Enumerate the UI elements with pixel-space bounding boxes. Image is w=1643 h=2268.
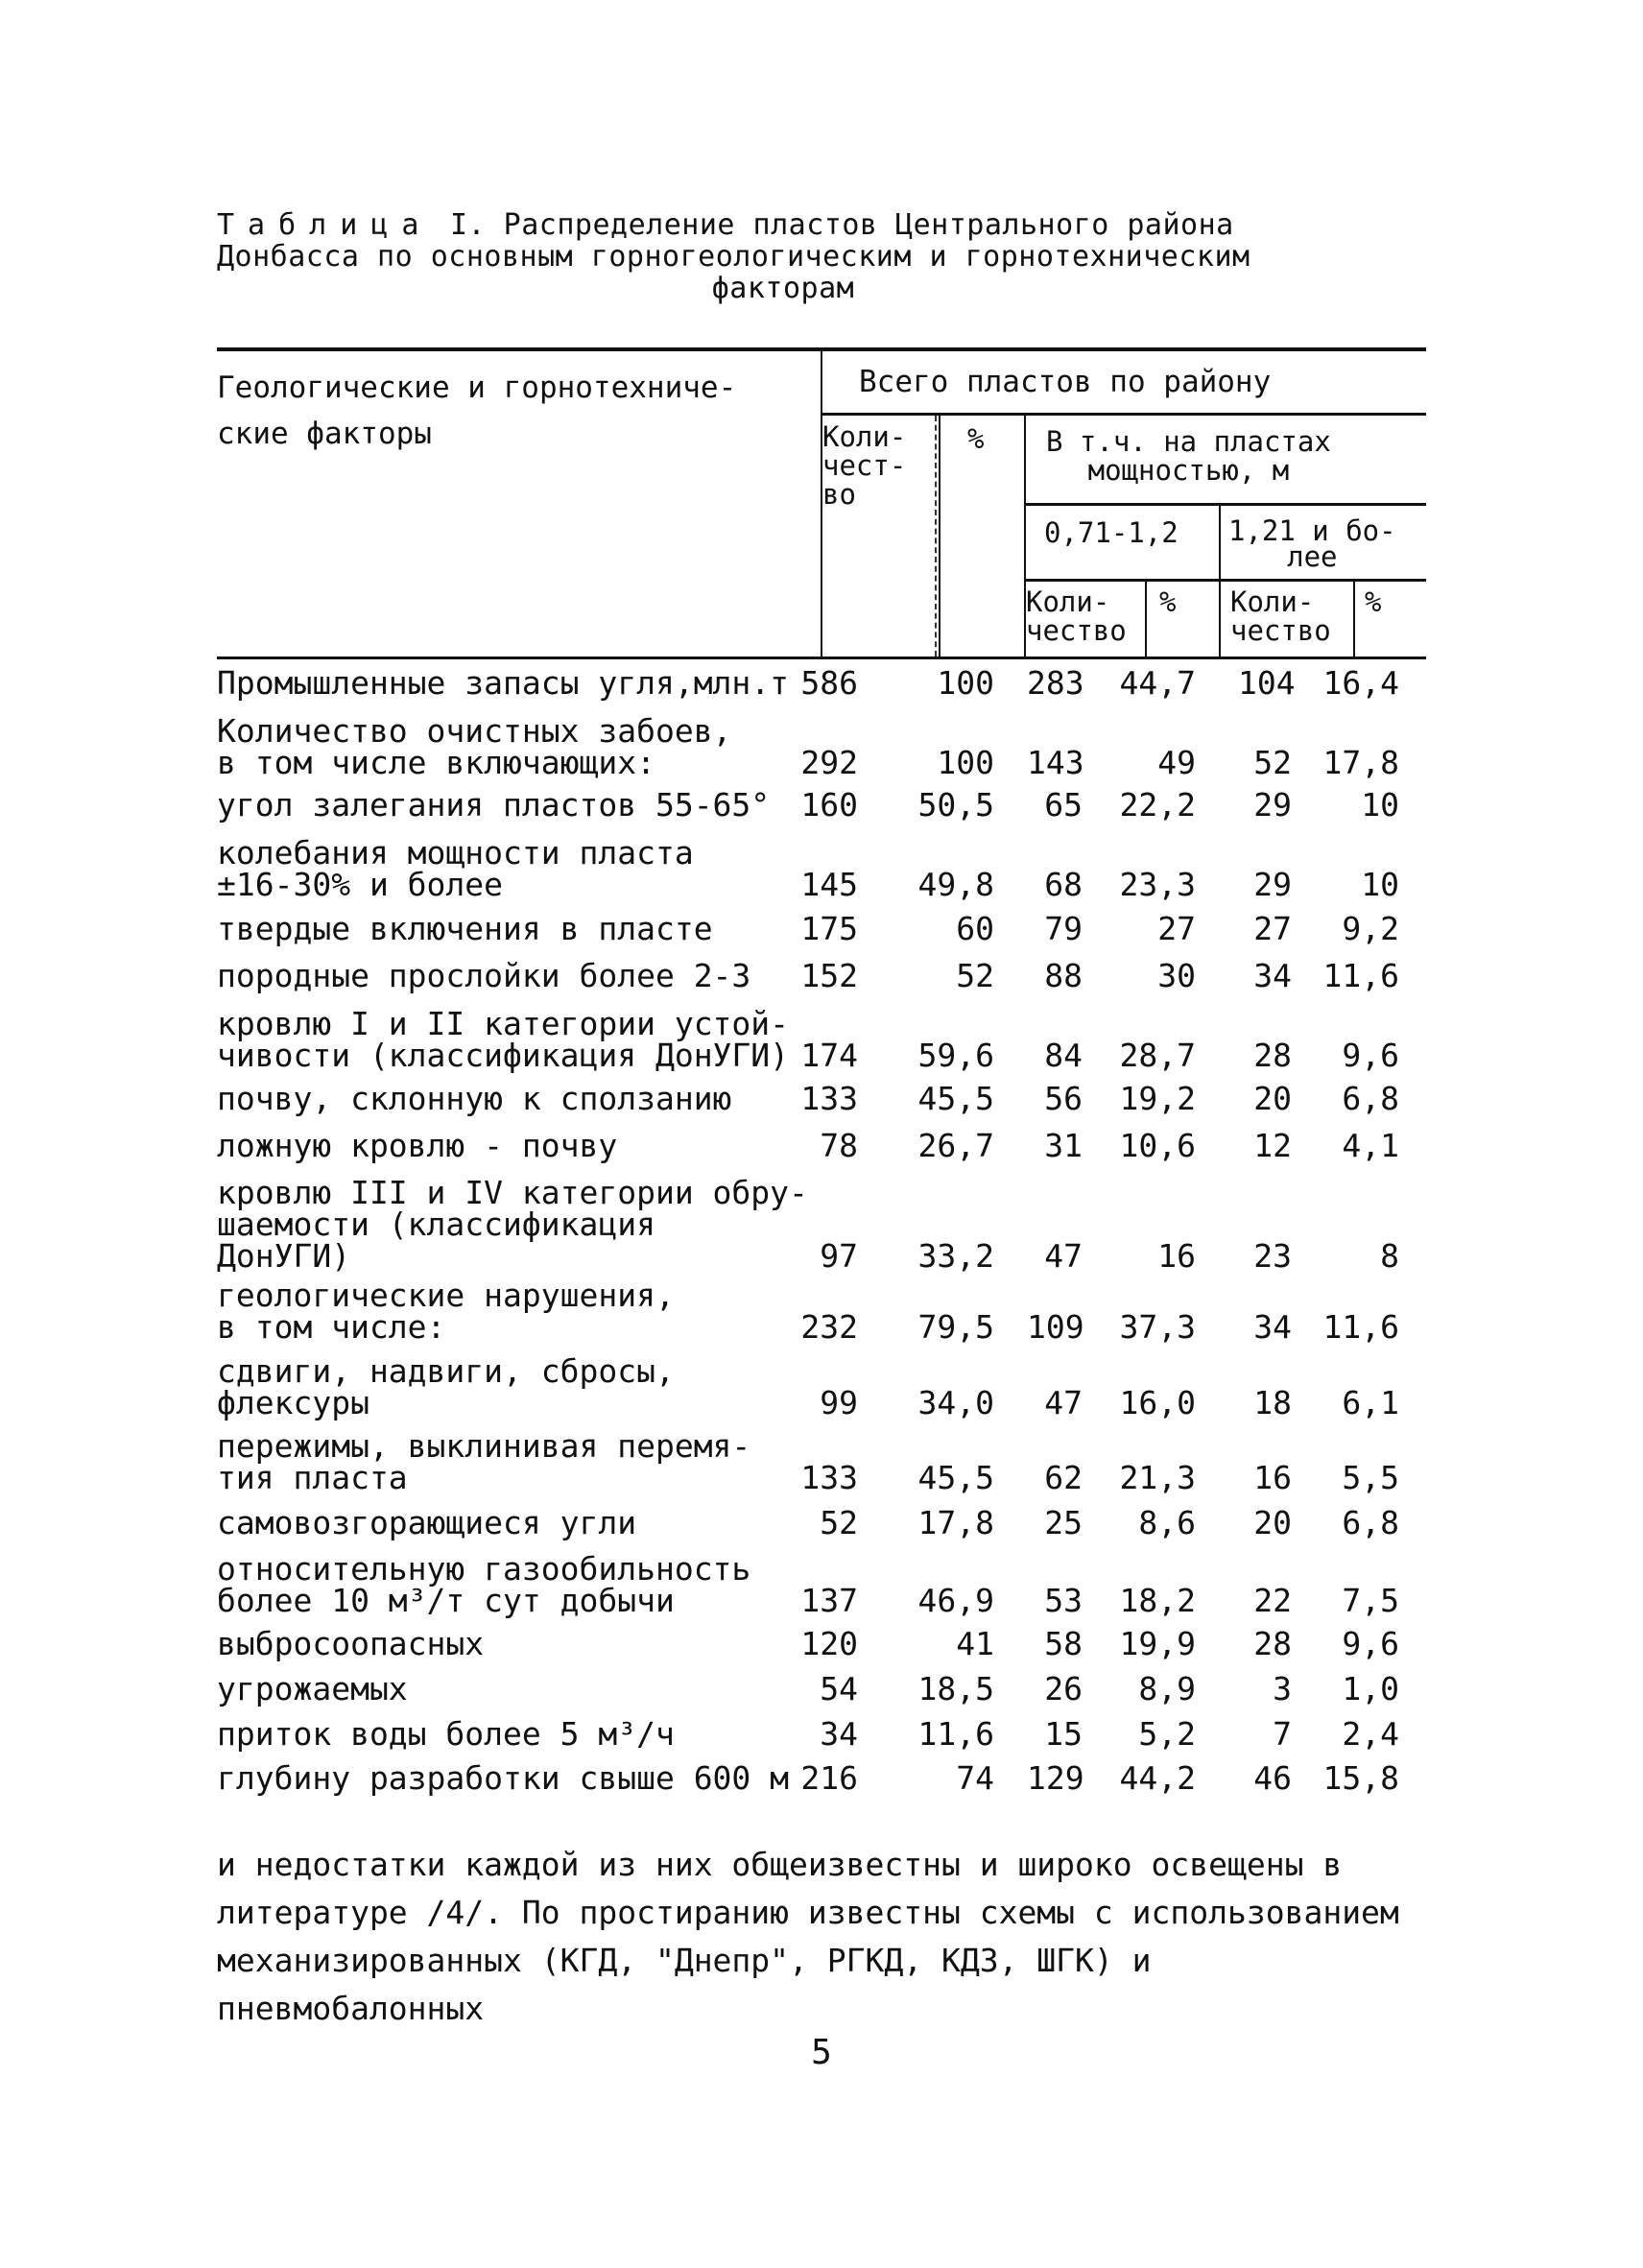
cell-value: 283 <box>1027 664 1084 702</box>
cell-value: 9,6 <box>1342 1625 1399 1662</box>
cell-value: 133 <box>800 1459 858 1496</box>
cell-value: 292 <box>800 744 858 781</box>
cell-value: 6,8 <box>1342 1080 1399 1117</box>
cell-value: 22,2 <box>1119 786 1196 824</box>
cell-value: 33,2 <box>917 1237 994 1275</box>
cell-value: 54 <box>820 1670 858 1707</box>
factor-label: угрожаемых <box>217 1670 408 1707</box>
cell-value: 17,8 <box>1322 744 1399 781</box>
factor-label: Количество очистных забоев, в том числе включающих: <box>217 712 732 781</box>
cell-value: 120 <box>800 1625 858 1662</box>
cell-value: 68 <box>1044 866 1083 903</box>
cell-value: 586 <box>800 664 858 702</box>
body-paragraph: и недостатки каждой из них общеизвестны и широко освещены в литературе /4/. По простиранию известны схемы с использованием механизированных (КГД, "Днепр", РГКД, КДЗ, ШГК) и пневмобалонных <box>217 1846 1399 2027</box>
header-incl: В т.ч. на пластах мощностью, м <box>1046 425 1331 487</box>
cell-value: 6,1 <box>1342 1384 1399 1421</box>
header-divider-sub1 <box>1145 582 1147 657</box>
cell-value: 216 <box>800 1759 858 1797</box>
cell-value: 88 <box>1044 957 1083 994</box>
cell-value: 100 <box>937 664 994 702</box>
cell-value: 10,6 <box>1119 1127 1196 1164</box>
cell-value: 47 <box>1044 1237 1083 1275</box>
header-qty: Коли- чест- во <box>822 420 907 511</box>
cell-value: 26 <box>1044 1670 1083 1707</box>
header-range1: 0,71-1,2 <box>1044 516 1179 549</box>
factor-label: приток воды более 5 м³/ч <box>217 1715 675 1753</box>
cell-value: 16 <box>1157 1237 1196 1275</box>
cell-value: 16,0 <box>1119 1384 1196 1421</box>
cell-value: 84 <box>1044 1037 1083 1074</box>
cell-value: 34 <box>1253 957 1292 994</box>
cell-value: 46,9 <box>917 1582 994 1619</box>
cell-value: 52 <box>956 957 994 994</box>
cell-value: 15,8 <box>1322 1759 1399 1797</box>
cell-value: 22 <box>1253 1582 1292 1619</box>
cell-value: 56 <box>1044 1080 1083 1117</box>
cell-value: 29 <box>1253 786 1292 824</box>
cell-value: 152 <box>800 957 858 994</box>
cell-value: 143 <box>1027 744 1084 781</box>
cell-value: 8,9 <box>1138 1670 1196 1707</box>
cell-value: 79,5 <box>917 1308 994 1346</box>
cell-value: 4,1 <box>1342 1127 1399 1164</box>
cell-value: 2,4 <box>1342 1715 1399 1753</box>
caption-title-line1: I. Распределение пластов Центрального района <box>432 208 1234 242</box>
cell-value: 28 <box>1253 1625 1292 1662</box>
cell-value: 104 <box>1238 664 1296 702</box>
cell-value: 129 <box>1027 1759 1084 1797</box>
cell-value: 59,6 <box>917 1037 994 1074</box>
cell-value: 49,8 <box>917 866 994 903</box>
cell-value: 137 <box>800 1582 858 1619</box>
factor-label: кровлю I и II категории устой- чивости (классификация ДонУГИ) <box>217 1005 790 1074</box>
cell-value: 11,6 <box>1322 957 1399 994</box>
cell-value: 52 <box>820 1504 858 1541</box>
cell-value: 26,7 <box>917 1127 994 1164</box>
cell-value: 46 <box>1253 1759 1292 1797</box>
cell-value: 34 <box>1253 1308 1292 1346</box>
header-divider-sub2 <box>1353 582 1355 657</box>
header-qty-sub1: Коли- чество <box>1026 585 1127 647</box>
cell-value: 79 <box>1044 910 1083 947</box>
cell-value: 27 <box>1157 910 1196 947</box>
cell-value: 18 <box>1253 1384 1292 1421</box>
factor-label: почву, склонную к сползанию <box>217 1080 732 1117</box>
header-rule-total <box>821 413 1426 416</box>
cell-value: 19,9 <box>1119 1625 1196 1662</box>
cell-value: 109 <box>1027 1308 1084 1346</box>
cell-value: 3 <box>1273 1670 1292 1707</box>
cell-value: 34,0 <box>917 1384 994 1421</box>
cell-value: 45,5 <box>917 1080 994 1117</box>
header-total: Всего пластов по району <box>859 365 1272 399</box>
cell-value: 44,2 <box>1119 1759 1196 1797</box>
factor-label: глубину разработки свыше 600 м <box>217 1759 790 1797</box>
cell-value: 8,6 <box>1138 1504 1196 1541</box>
cell-value: 7,5 <box>1342 1582 1399 1619</box>
cell-value: 5,5 <box>1342 1459 1399 1496</box>
cell-value: 10 <box>1361 866 1399 903</box>
cell-value: 25 <box>1044 1504 1083 1541</box>
header-divider-pct <box>939 416 941 657</box>
cell-value: 175 <box>800 910 858 947</box>
factor-label: породные прослойки более 2-3 <box>217 957 751 994</box>
cell-value: 29 <box>1253 866 1292 903</box>
header-divider-range <box>1219 506 1221 657</box>
factor-label: геологические нарушения, в том числе: <box>217 1277 675 1346</box>
cell-value: 23,3 <box>1119 866 1196 903</box>
cell-value: 74 <box>956 1759 994 1797</box>
factor-label: пережимы, выклинивая перемя- тия пласта <box>217 1427 751 1496</box>
cell-value: 11,6 <box>917 1715 994 1753</box>
cell-value: 31 <box>1044 1127 1083 1164</box>
cell-value: 34 <box>820 1715 858 1753</box>
cell-value: 100 <box>937 744 994 781</box>
cell-value: 27 <box>1253 910 1292 947</box>
cell-value: 47 <box>1044 1384 1083 1421</box>
header-bottom-rule <box>217 657 1426 659</box>
header-range2: 1,21 и бо- лее <box>1228 514 1396 573</box>
cell-value: 60 <box>956 910 994 947</box>
page-number: 5 <box>811 2033 832 2072</box>
cell-value: 99 <box>820 1384 858 1421</box>
factor-label: угол залегания пластов 55-65° <box>217 786 771 824</box>
cell-value: 97 <box>820 1237 858 1275</box>
cell-value: 6,8 <box>1342 1504 1399 1541</box>
header-rule-range <box>1024 579 1426 582</box>
cell-value: 133 <box>800 1080 858 1117</box>
cell-value: 145 <box>800 866 858 903</box>
cell-value: 65 <box>1044 786 1083 824</box>
header-qty-sub2: Коли- чество <box>1230 585 1331 647</box>
factor-label: сдвиги, надвиги, сбросы, флексуры <box>217 1352 675 1421</box>
header-pct-sub2: % <box>1365 585 1382 618</box>
caption-label: Таблица <box>217 208 433 242</box>
cell-value: 58 <box>1044 1625 1083 1662</box>
cell-value: 17,8 <box>917 1504 994 1541</box>
cell-value: 18,2 <box>1119 1582 1196 1619</box>
cell-value: 62 <box>1044 1459 1083 1496</box>
cell-value: 49 <box>1157 744 1196 781</box>
cell-value: 15 <box>1044 1715 1083 1753</box>
cell-value: 16,4 <box>1322 664 1399 702</box>
cell-value: 52 <box>1253 744 1292 781</box>
cell-value: 7 <box>1273 1715 1292 1753</box>
cell-value: 8 <box>1380 1237 1399 1275</box>
cell-value: 21,3 <box>1119 1459 1196 1496</box>
cell-value: 1,0 <box>1342 1670 1399 1707</box>
factor-label: самовозгорающиеся угли <box>217 1504 637 1541</box>
factor-label: твердые включения в пласте <box>217 910 713 947</box>
cell-value: 16 <box>1253 1459 1292 1496</box>
cell-value: 20 <box>1253 1080 1292 1117</box>
cell-value: 174 <box>800 1037 858 1074</box>
factor-label: Промышленные запасы угля,млн.т <box>217 664 790 702</box>
cell-value: 45,5 <box>917 1459 994 1496</box>
cell-value: 20 <box>1253 1504 1292 1541</box>
cell-value: 11,6 <box>1322 1308 1399 1346</box>
factor-label: кровлю III и IV категории обру- шаемости (классификация ДонУГИ) <box>217 1174 808 1275</box>
cell-value: 18,5 <box>917 1670 994 1707</box>
cell-value: 28 <box>1253 1037 1292 1074</box>
factor-label: колебания мощности пласта ±16-30% и более <box>217 834 694 903</box>
caption-title-line2: Донбасса по основным горногеологическим и горнотехническим <box>217 240 1250 274</box>
cell-value: 50,5 <box>917 786 994 824</box>
header-rule-incl <box>1024 503 1426 506</box>
factor-label: выбросоопасных <box>217 1625 485 1662</box>
cell-value: 12 <box>1253 1127 1292 1164</box>
factor-label: относительную газообильность более 10 м³/т сут добычи <box>217 1550 751 1619</box>
cell-value: 37,3 <box>1119 1308 1196 1346</box>
cell-value: 23 <box>1253 1237 1292 1275</box>
cell-value: 19,2 <box>1119 1080 1196 1117</box>
table-caption <box>217 209 1349 304</box>
cell-value: 160 <box>800 786 858 824</box>
header-divider-qty <box>935 416 937 657</box>
cell-value: 30 <box>1157 957 1196 994</box>
cell-value: 53 <box>1044 1582 1083 1619</box>
factor-label: ложную кровлю - почву <box>217 1127 618 1164</box>
cell-value: 10 <box>1361 786 1399 824</box>
cell-value: 9,2 <box>1342 910 1399 947</box>
cell-value: 41 <box>956 1625 994 1662</box>
cell-value: 232 <box>800 1308 858 1346</box>
cell-value: 78 <box>820 1127 858 1164</box>
cell-value: 5,2 <box>1138 1715 1196 1753</box>
header-factors: Геологические и горнотехниче- ские факторы <box>217 370 737 451</box>
caption-title-line3: факторам <box>711 272 855 305</box>
cell-value: 28,7 <box>1119 1037 1196 1074</box>
header-pct: % <box>967 422 985 455</box>
cell-value: 9,6 <box>1342 1037 1399 1074</box>
header-pct-sub1: % <box>1159 585 1177 618</box>
cell-value: 44,7 <box>1119 664 1196 702</box>
